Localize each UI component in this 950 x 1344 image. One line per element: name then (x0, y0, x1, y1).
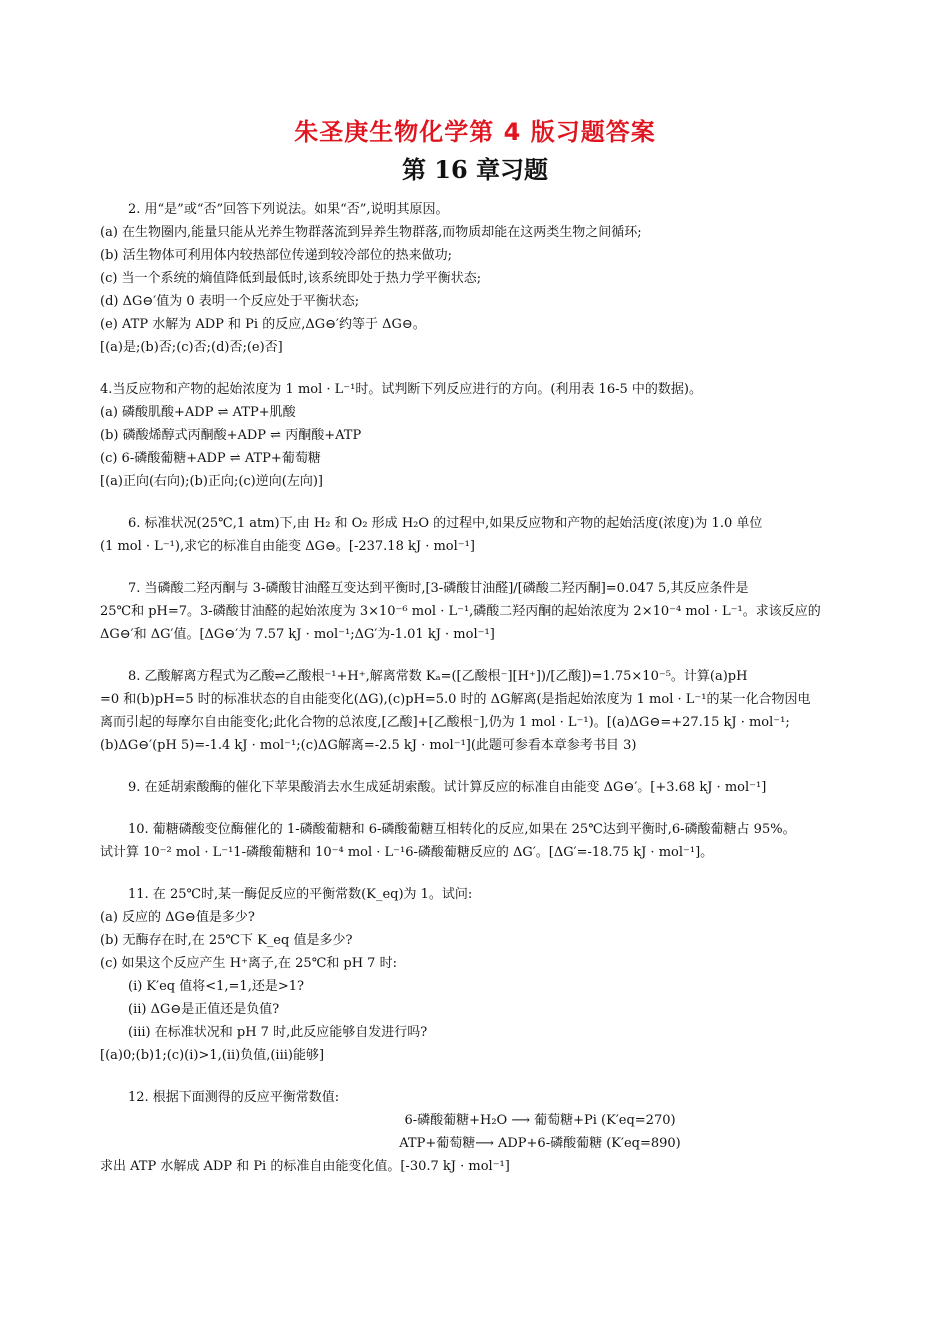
question-12 (100, 1086, 860, 1178)
answer: [(a)是;(b)否;(c)否;(d)否;(e)否] (100, 340, 283, 355)
chapter-title: 第 16 章习题 (401, 155, 549, 184)
question-11 (100, 883, 860, 1067)
answer: [(a)0;(b)1;(c)(i)>1,(ii)负值,(iii)能够] (100, 1048, 325, 1063)
option-c: (c) 当一个系统的熵值降低到最低时,该系统即处于热力学平衡状态; (100, 271, 482, 286)
question-text: 4.当反应物和产物的起始浓度为 1 mol · L⁻¹时。试判断下列反应进行的方向。(利用表 16-5 中的数据)。 (100, 382, 702, 397)
question-list (100, 198, 860, 1197)
option-a: (a) 反应的 ΔG⊖值是多少? (100, 910, 255, 925)
question-text-cont: =0 和(b)pH=5 时的标准状态的自由能变化(ΔG),(c)pH=5.0 时的 ΔG解离(是指起始浓度为 1 mol · L⁻¹的某一化合物因电 (100, 692, 811, 707)
question-text: 2. 用“是”或“否”回答下列说法。如果“否”,说明其原因。 (128, 202, 449, 217)
question-text-cont: 25℃和 pH=7。3-磷酸甘油醛的起始浓度为 3×10⁻⁶ mol · L⁻¹,磷酸二羟丙酮的起始浓度为 2×10⁻⁴ mol · L⁻¹。求该反应的 (100, 604, 821, 619)
sub-option-ii: (ii) ΔG⊖是正值还是负值? (128, 1002, 280, 1017)
question-text-cont: 求出 ATP 水解成 ADP 和 Pi 的标准自由能变化值。[-30.7 kJ · mol⁻¹] (100, 1159, 510, 1174)
option-c: (c) 如果这个反应产生 H⁺离子,在 25℃和 pH 7 时: (100, 956, 397, 971)
question-text-cont: (1 mol · L⁻¹),求它的标准自由能变 ΔG⊖。[-237.18 kJ · mol⁻¹] (100, 539, 475, 554)
reaction-equation-1: 6-磷酸葡糖+H₂O ⟶ 葡萄糖+Pi (K′eq=270) (404, 1113, 676, 1128)
question-text-cont: (b)ΔG⊖′(pH 5)=-1.4 kJ · mol⁻¹;(c)ΔG解离=-2.5 kJ · mol⁻¹](此题可参看本章参考书目 3) (100, 738, 637, 753)
question-text: 12. 根据下面测得的反应平衡常数值: (128, 1090, 340, 1105)
question-9 (100, 776, 860, 799)
option-d: (d) ΔG⊖′值为 0 表明一个反应处于平衡状态; (100, 294, 360, 309)
question-text: 9. 在延胡索酸酶的催化下苹果酸消去水生成延胡索酸。试计算反应的标准自由能变 ΔG⊖′。[+3.68 kJ · mol⁻¹] (128, 780, 767, 795)
sub-option-i: (i) K′eq 值将<1,=1,还是>1? (128, 979, 304, 994)
question-10 (100, 818, 860, 864)
answer: [(a)正向(右向);(b)正向;(c)逆向(左向)] (100, 474, 323, 489)
option-a: (a) 在生物圈内,能量只能从光养生物群落流到异养生物群落,而物质却能在这两类生物之间循环; (100, 225, 642, 240)
option-e: (e) ATP 水解为 ADP 和 Pi 的反应,ΔG⊖′约等于 ΔG⊖。 (100, 317, 426, 332)
option-a: (a) 磷酸肌酸+ADP ⇌ ATP+肌酸 (100, 405, 296, 420)
question-text: 11. 在 25℃时,某一酶促反应的平衡常数(K_eq)为 1。试问: (128, 887, 473, 902)
question-6 (100, 512, 860, 558)
option-b: (b) 活生物体可利用体内较热部位传递到较冷部位的热来做功; (100, 248, 452, 263)
option-c: (c) 6-磷酸葡糖+ADP ⇌ ATP+葡萄糖 (100, 451, 321, 466)
question-text-cont: 离而引起的每摩尔自由能变化;此化合物的总浓度,[乙酸]+[乙酸根⁻],仍为 1 mol · L⁻¹)。[(a)ΔG⊖=+27.15 kJ · mol⁻¹; (100, 715, 790, 730)
sub-option-iii: (iii) 在标准状况和 pH 7 时,此反应能够自发进行吗? (128, 1025, 428, 1040)
question-4 (100, 378, 860, 493)
question-7 (100, 577, 860, 646)
question-text: 7. 当磷酸二羟丙酮与 3-磷酸甘油醛互变达到平衡时,[3-磷酸甘油醛]/[磷酸二羟丙酮]=0.047 5,其反应条件是 (128, 581, 749, 596)
question-text: 8. 乙酸解离方程式为乙酸⇌乙酸根⁻¹+H⁺,解离常数 Kₐ=([乙酸根⁻][H⁺])/[乙酸])=1.75×10⁻⁵。计算(a)pH (128, 669, 748, 684)
question-8 (100, 665, 860, 757)
question-text-cont: ΔG⊖′和 ΔG′值。[ΔG⊖′为 7.57 kJ · mol⁻¹;ΔG′为-1.01 kJ · mol⁻¹] (100, 627, 495, 642)
option-b: (b) 磷酸烯醇式丙酮酸+ADP ⇌ 丙酮酸+ATP (100, 428, 362, 443)
question-2 (100, 198, 860, 359)
question-text: 10. 葡糖磷酸变位酶催化的 1-磷酸葡糖和 6-磷酸葡糖互相转化的反应,如果在 25℃达到平衡时,6-磷酸葡糖占 95%。 (128, 822, 796, 837)
question-text-cont: 试计算 10⁻² mol · L⁻¹1-磷酸葡糖和 10⁻⁴ mol · L⁻¹6-磷酸葡糖反应的 ΔG′。[ΔG′=-18.75 kJ · mol⁻¹]。 (100, 845, 714, 860)
option-b: (b) 无酶存在时,在 25℃下 K_eq 值是多少? (100, 933, 353, 948)
reaction-equation-2: ATP+葡萄糖⟶ ADP+6-磷酸葡糖 (K′eq=890) (399, 1136, 681, 1151)
document-title: 朱圣庚生物化学第 4 版习题答案 (294, 118, 656, 146)
question-text: 6. 标准状况(25℃,1 atm)下,由 H₂ 和 O₂ 形成 H₂O 的过程中,如果反应物和产物的起始活度(浓度)为 1.0 单位 (128, 516, 763, 531)
